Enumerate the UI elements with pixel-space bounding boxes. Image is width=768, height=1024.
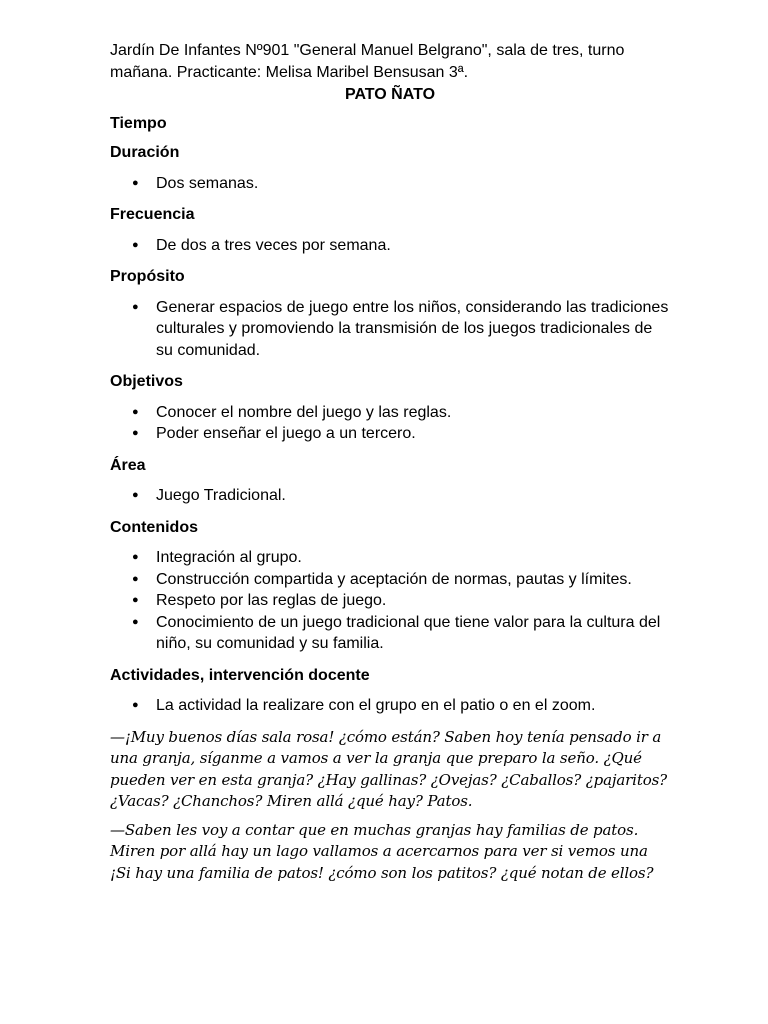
list-item-text: De dos a tres veces por semana. xyxy=(156,236,391,254)
list-item xyxy=(110,547,670,569)
list-item-text: Juego Tradicional. xyxy=(156,487,286,504)
list-item xyxy=(110,590,670,612)
bullet-icon: ● xyxy=(132,176,139,189)
list-objetivos xyxy=(110,402,670,445)
bullet-icon: ● xyxy=(132,551,139,563)
document-page xyxy=(110,40,670,884)
list-item xyxy=(110,569,670,591)
list-contenidos xyxy=(110,547,670,655)
bullet-icon: ● xyxy=(132,405,139,418)
list-item-text: Conocimiento de un juego tradicional que tiene valor para la cultura del niño, su comunidad y su familia. xyxy=(156,613,661,652)
list-item-text: La actividad la realizare con el grupo en el patio o en el zoom. xyxy=(156,697,596,714)
list-item xyxy=(110,402,670,424)
heading-objetivos: Objetivos xyxy=(110,373,183,390)
list-item-text: Respeto por las reglas de juego. xyxy=(156,592,387,609)
list-area xyxy=(110,485,670,507)
list-item xyxy=(110,297,670,362)
list-item-text: Generar espacios de juego entre los niños, considerando las tradiciones culturales y promoviendo la transmisión de los juegos tradicionales de su comunidad. xyxy=(156,298,669,359)
bullet-icon: ● xyxy=(132,699,139,711)
heading-contenidos: Contenidos xyxy=(110,518,198,536)
list-item-text: Conocer el nombre del juego y las reglas. xyxy=(156,403,452,421)
document-title: PATO ÑATO xyxy=(344,86,436,103)
list-duracion xyxy=(110,173,670,195)
bullet-icon: ● xyxy=(132,427,139,439)
bullet-icon: ● xyxy=(132,489,139,501)
bullet-icon: ● xyxy=(132,615,139,628)
list-item-text: Integración al grupo. xyxy=(156,549,302,566)
heading-frecuencia: Frecuencia xyxy=(110,206,195,223)
list-item-text: Poder enseñar el juego a un tercero. xyxy=(156,425,416,442)
bullet-icon: ● xyxy=(132,300,139,313)
list-frecuencia xyxy=(110,235,670,257)
list-item xyxy=(110,173,670,195)
list-item-text: Dos semanas. xyxy=(156,174,259,192)
list-item xyxy=(110,485,670,507)
bullet-icon: ● xyxy=(132,238,139,251)
heading-proposito: Propósito xyxy=(110,268,185,285)
list-item xyxy=(110,423,670,445)
bullet-icon: ● xyxy=(132,572,139,585)
script-paragraph-1: —¡Muy buenos días sala rosa! ¿cómo están? Saben hoy tenía pensado ir a una granja, síganme a vamos a ver la granja que preparo la seño. ¿Qué pueden ver en esta granja? ¿Hay gallinas? ¿Ovejas? ¿Caballos? ¿pajaritos? ¿Vacas? ¿Chanchos? Miren allá ¿qué hay? Patos. xyxy=(110,727,668,810)
list-item xyxy=(110,612,670,655)
list-proposito xyxy=(110,297,670,362)
heading-area: Área xyxy=(110,456,146,474)
script-paragraph-2: —Saben les voy a contar que en muchas granjas hay familias de patos. Miren por allá hay un lago vallamos a acercarnos para ver si vemos una ¡Si hay una familia de patos! ¿cómo son los patitos? ¿qué notan de ellos? xyxy=(110,820,654,882)
list-item xyxy=(110,235,670,257)
heading-tiempo: Tiempo xyxy=(110,114,167,132)
list-item xyxy=(110,695,670,717)
bullet-icon: ● xyxy=(132,594,139,606)
list-actividades xyxy=(110,695,670,717)
heading-duracion: Duración xyxy=(110,144,180,161)
list-item-text: Construcción compartida y aceptación de normas, pautas y límites. xyxy=(156,570,632,588)
intro-paragraph: Jardín De Infantes Nº901 "General Manuel Belgrano", sala de tres, turno mañana. Practicante: Melisa Maribel Bensusan 3ª. xyxy=(110,42,625,81)
heading-actividades: Actividades, intervención docente xyxy=(110,666,370,684)
